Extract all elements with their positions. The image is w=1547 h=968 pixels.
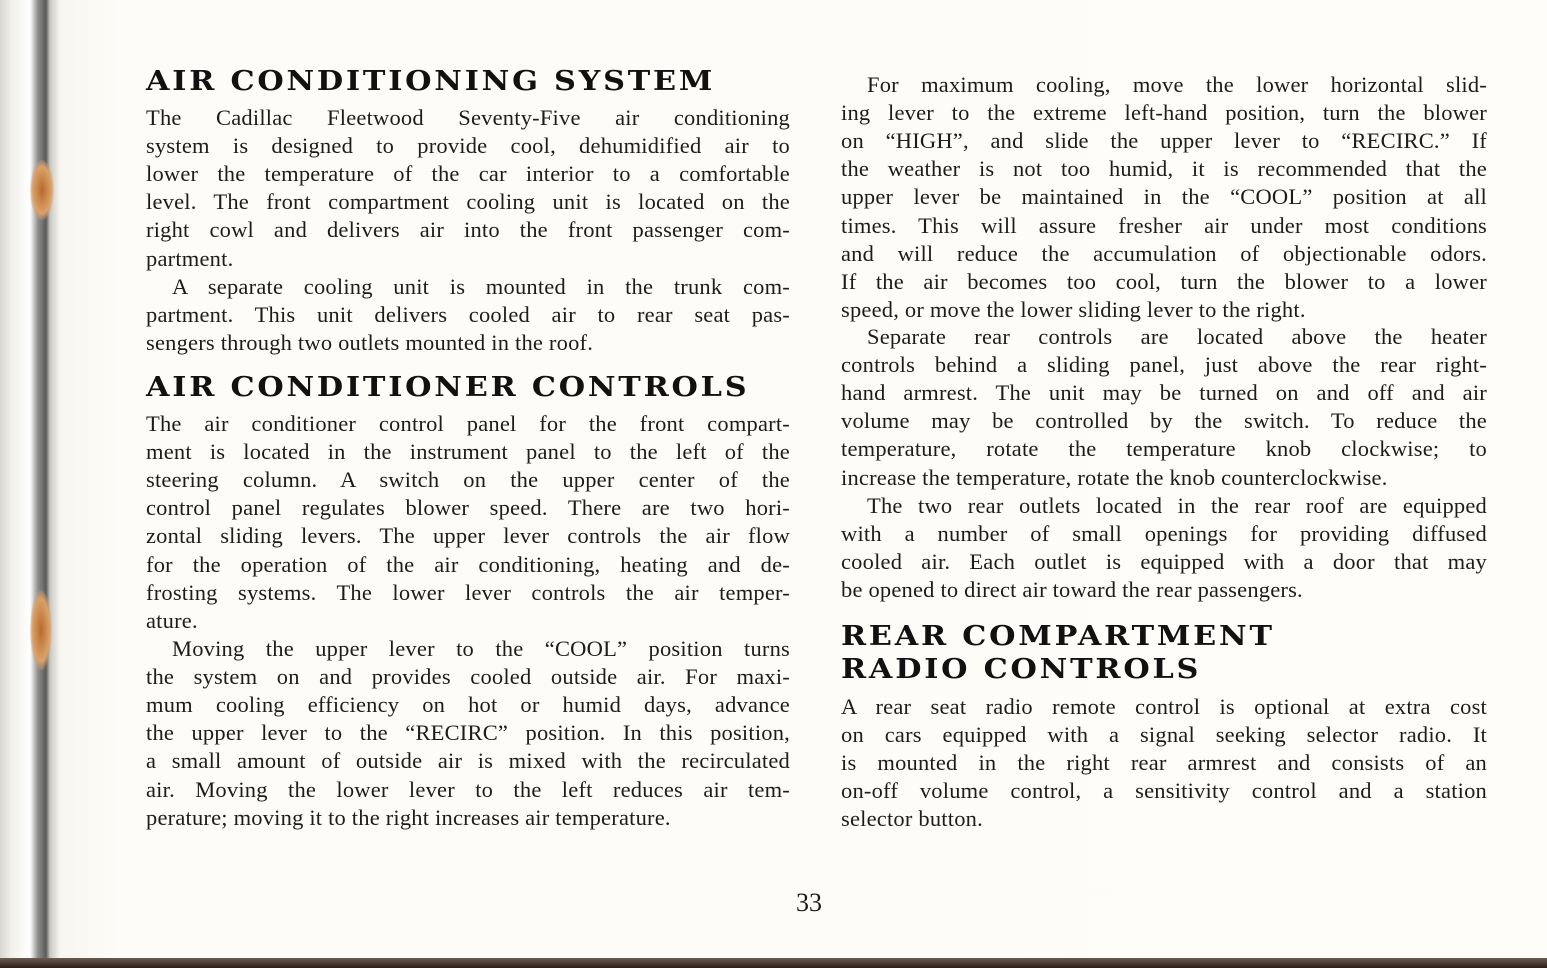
- text-line: the weather is not too humid, it is recommended that the: [841, 156, 1487, 182]
- text-line: ature.: [146, 607, 198, 633]
- text-line: The two rear outlets located in the rear roof are equipped: [867, 493, 1487, 518]
- paper-stain: [30, 590, 52, 670]
- text-line: volume may be controlled by the switch. To reduce the: [841, 408, 1487, 434]
- text-line: sengers through two outlets mounted in the roof.: [146, 330, 594, 356]
- text-line: The air conditioner control panel for the front compart-: [146, 411, 790, 436]
- text-line: for the operation of the air conditioning, heating and de-: [146, 551, 790, 577]
- section-heading: RADIO CONTROLS: [841, 654, 1202, 685]
- text-line: is mounted in the right rear armrest and consists of an: [841, 750, 1487, 776]
- text-line: lower the temperature of the car interior to a comfortable: [146, 161, 790, 187]
- text-line: hand armrest. The unit may be turned on and off and air: [841, 380, 1487, 406]
- text-line: frosting systems. The lower lever controls the air temper-: [146, 579, 790, 605]
- text-line: control panel regulates blower speed. There are two hori-: [146, 495, 790, 521]
- text-line: the system on and provides cooled outside air. For maxi-: [146, 664, 790, 690]
- text-line: partment. This unit delivers cooled air to rear seat pas-: [146, 302, 790, 328]
- text-line: on “HIGH”, and slide the upper lever to “RECIRC.” If: [841, 128, 1487, 154]
- text-line: be opened to direct air toward the rear passengers.: [841, 577, 1303, 603]
- text-line: on cars equipped with a signal seeking selector radio. It: [841, 722, 1487, 748]
- text-line: temperature, rotate the temperature knob clockwise; to: [841, 436, 1487, 462]
- text-line: The Cadillac Fleetwood Seventy-Five air conditioning: [146, 105, 790, 130]
- page-bottom-edge: [0, 958, 1547, 968]
- text-line: For maximum cooling, move the lower horizontal slid-: [867, 72, 1487, 97]
- page-number: 33: [796, 888, 822, 917]
- section-heading: AIR CONDITIONER CONTROLS: [146, 372, 750, 403]
- text-line: If the air becomes too cool, turn the blower to a lower: [841, 268, 1487, 294]
- text-line: ment is located in the instrument panel to the left of the: [146, 439, 790, 465]
- text-line: level. The front compartment cooling unit is located on the: [146, 189, 790, 215]
- text-line: the upper lever to the “RECIRC” position. In this position,: [146, 720, 790, 746]
- text-line: selector button.: [841, 806, 983, 832]
- text-line: increase the temperature, rotate the knob counterclockwise.: [841, 464, 1388, 490]
- text-line: system is designed to provide cool, dehumidified air to: [146, 133, 790, 159]
- text-line: Moving the upper lever to the “COOL” position turns: [172, 636, 790, 661]
- text-line: and will reduce the accumulation of objectionable odors.: [841, 240, 1487, 266]
- text-line: ing lever to the extreme left-hand position, turn the blower: [841, 100, 1487, 126]
- text-line: steering column. A switch on the upper center of the: [146, 467, 790, 493]
- text-line: controls behind a sliding panel, just above the rear right-: [841, 352, 1487, 378]
- text-line: a small amount of outside air is mixed with the recirculated: [146, 748, 790, 774]
- text-line: Separate rear controls are located above the heater: [867, 324, 1487, 349]
- text-line: on-off volume control, a sensitivity control and a station: [841, 778, 1487, 804]
- paper-stain: [30, 160, 54, 220]
- text-line: upper lever be maintained in the “COOL” position at all: [841, 184, 1487, 210]
- text-line: zontal sliding levers. The upper lever controls the air flow: [146, 523, 790, 549]
- text-line: air. Moving the lower lever to the left reduces air tem-: [146, 776, 790, 802]
- text-line: A separate cooling unit is mounted in the trunk com-: [172, 274, 790, 299]
- text-line: speed, or move the lower sliding lever to the right.: [841, 296, 1306, 322]
- section-heading: REAR COMPARTMENT: [841, 621, 1275, 652]
- text-line: times. This will assure fresher air under most conditions: [841, 212, 1487, 238]
- section-heading: AIR CONDITIONING SYSTEM: [146, 66, 716, 97]
- text-line: with a number of small openings for providing diffused: [841, 521, 1487, 547]
- text-line: right cowl and delivers air into the front passenger com-: [146, 217, 790, 243]
- text-line: mum cooling efficiency on hot or humid days, advance: [146, 692, 790, 718]
- text-line: perature; moving it to the right increases air temperature.: [146, 804, 671, 830]
- text-line: A rear seat radio remote control is optional at extra cost: [841, 694, 1487, 719]
- text-line: partment.: [146, 245, 234, 271]
- text-line: cooled air. Each outlet is equipped with a door that may: [841, 549, 1487, 575]
